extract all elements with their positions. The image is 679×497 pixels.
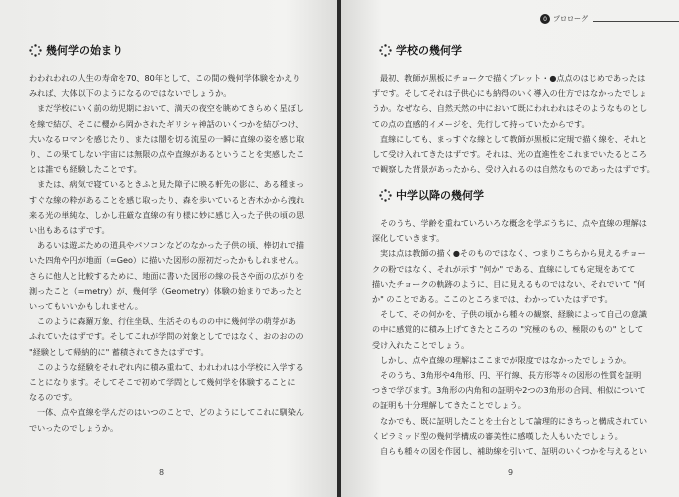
section-heading-text: 幾何学の始まり [46,44,123,57]
text-line: 最初、教師が黒板にチョークで描くプレット・●点点のはじめであったは [380,73,646,83]
body-text [29,71,304,436]
text-line: くピラミッド型の幾何学構成の審美性に感嘆した人もいたでしょう。 [372,430,623,441]
text-line: すぐな線の粋があることを感じ取ったり、森を歩いていると杏木かから洩れ [29,194,305,205]
text-line: か" のことである。ここのところまでは、わかっていたはずです。 [372,294,613,305]
text-line: 直線にしても、まっすぐな線として教師が黒板に定規で描く線を、それと [380,133,648,144]
text-line: しかし、点や直線の理解はここまでが限度ではなかったでしょうか。 [380,354,631,365]
text-line: そのうち、3角形や4角形、円、平行線、長方形等々の図形の性質を証明 [380,370,642,381]
text-line: 自らも種々の図を作図し、補助線を引いて、証明のいくつかを与えるとい [380,446,647,457]
text-line: ことになります。そしてそこで初めて学問として幾何学を体験することに [29,377,296,388]
text-line: あるいは遊ぶための道具やパソコンなどのなかった子供の頃、棒切れで描 [37,240,304,251]
text-line: みれば、大体以下のようになるのではないでしょうか。 [29,88,232,99]
text-line: なるのです。 [29,392,77,403]
text-line: "経験として帰納的に" 蓄積されてきたはずです。 [29,346,209,357]
text-line: い出もあるはずです。 [29,225,110,236]
text-line: り、この果てしない宇宙には無限の点や直線があるということを実感したこ [29,149,305,160]
text-line: 深化していきます。 [372,233,445,244]
sparkle-icon [379,189,392,202]
header-rule [593,21,679,22]
text-line: の証明も十分理解してきたことでしょう。 [372,400,526,411]
left-page [0,0,337,497]
chapter-label: プロローグ [553,15,588,23]
section-heading [379,187,484,203]
text-line: の中に感覚的に積み上げてきたところの "究極のもの、極限のもの" として [372,324,644,335]
text-line: まだ学校にいく前の幼児期において、満天の夜空を眺めてきらめく星ぼし [37,103,304,114]
text-line: そして、その何かを、子供の頃から種々の観察、経験によって自己の意識 [380,309,647,320]
text-line: 測ったこと（=metry）が、幾何学（Geometry）体験の始まりであったと [29,285,303,296]
text-line: を線で結び、そこに櫻から岡かされたギリシャ神話のいくつかを結びつけ、 [29,118,304,129]
page-number: 8 [159,468,165,477]
text-line: さらに他人と比較するために、地面に書いた図形の線の長さや面の広がりを [29,270,305,281]
section-heading [29,42,123,58]
text-line: とは誰でも経験したことです。 [29,164,142,175]
chapter-number-badge: 0 [540,14,550,24]
text-line: いってもいいかもしれません。 [29,301,143,312]
text-line: ずです。そしてそれは子供心にも納得のいく導入の仕方ではなかったでしょ [372,88,647,99]
text-line: うか。なぜなら、自然天然の中において既にわれわれはそのようなものとし [372,103,648,114]
text-line: このように森羅万象、行住坐臥、生活そのものの中に幾何学の萌芽があ [37,316,297,327]
text-line: で観察した背景があったから、受け入れるのは自然なものであったはずです。 [372,164,655,175]
text-line: でいったのでしょうか。 [29,422,119,433]
text-line: して受け入れてきたはずです。それは、光の直進性をこれまでいたるところ [372,149,647,160]
chapter-header [540,14,588,24]
section-heading [379,42,462,58]
text-line: なかでも、既に証明したことを土台として論理的にきちっと構成されてい [380,415,648,426]
text-line: ふれていたはずです。そしてこれが学問の対象としてではなく、おのおのの [29,331,304,342]
text-line: わわれわれの人生の寿命を70、80年として、この間の幾何学体験をかえり [29,73,301,83]
section-heading-text: 学校の幾何学 [396,44,462,57]
text-line: クの粉ではなく、それが示す "何か" である、直線にしても定規をあてて [372,263,636,274]
body-text [372,71,655,177]
text-line: ての点の直感的イメージを、先行して持っていたからです。 [372,118,590,129]
text-line: または、病気で寝ているときふと見た障子に映る軒先の影に、ある種まっ [37,179,305,190]
section-heading-text: 中学以降の幾何学 [396,189,484,202]
text-line: そのうち、学齢を重ねていろいろな概念を学ぶうちに、点や直線の理解は [380,218,647,228]
text-line: 受け入れたことでしょう。 [372,339,470,350]
page-number: 9 [508,468,514,477]
sparkle-icon [29,44,42,57]
text-line: 来る光の単純な、しかし荘厳な直線の有り様に妙に感じ入った子供の頃の思 [29,209,305,220]
text-line: このような経験をそれぞれ内に積み重ねて、われわれは小学校に入学する [37,361,304,372]
text-line: 大いなるロマンを感じたり、または闇を切る流星の一瞬に直線の姿を感じ取 [29,133,305,144]
text-line: 一体、点や直線を学んだのはいつのことで、どのようにしてこれに馴染ん [37,407,304,418]
text-line: つきで学びます。3角形の内角和の証明や2つの3角形の合同、相似について [372,385,646,396]
body-text [372,216,647,459]
text-line: 描いたチョークの軌跡のように、目に見えるものではない、それでいて "何 [372,278,646,289]
text-line: 実は点は教師の描く●そのものではなく、つまりこちらから見えるチョー [380,248,646,259]
sparkle-icon [379,44,392,57]
text-line: いた四角や円が地面（=Geo）に描いた図形の原初だったかもしれません。 [29,255,304,266]
